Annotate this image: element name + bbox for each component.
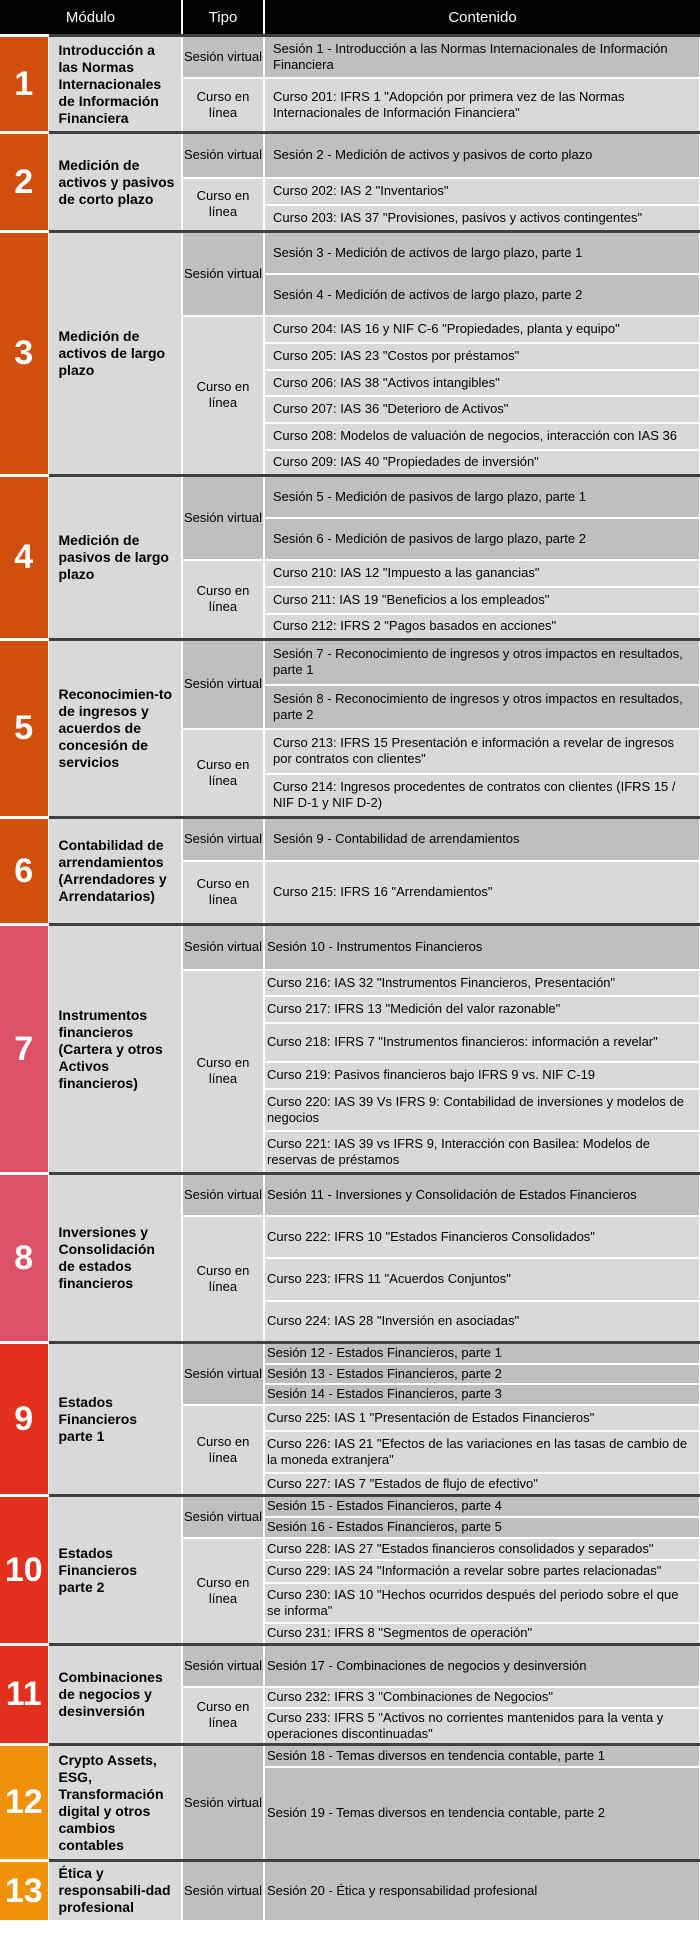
module-number: 10 (0, 1496, 48, 1645)
module-number: 5 (0, 640, 48, 818)
module-title: Medición de pasivos de largo plazo (48, 476, 182, 640)
content-cell: Curso 221: IAS 39 vs IFRS 9, Interacción con Basilea: Modelos de reservas de préstamos (264, 1131, 700, 1174)
tipo-cell: Curso en línea (182, 970, 264, 1174)
content-cell: Sesión 13 - Estados Financieros, parte 2 (264, 1364, 700, 1384)
table-body (0, 36, 700, 1921)
content-cell: Curso 227: IAS 7 "Estados de flujo de efectivo" (264, 1473, 700, 1496)
content-cell: Sesión 11 - Inversiones y Consolidación de Estados Financieros (264, 1174, 700, 1216)
content-cell: Curso 233: IFRS 5 "Activos no corrientes mantenidos para la venta y operaciones discontinuadas" (264, 1708, 700, 1745)
module-title: Combinaciones de negocios y desinversión (48, 1645, 182, 1745)
content-cell: Sesión 2 - Medición de activos y pasivos de corto plazo (264, 133, 700, 178)
content-cell: Sesión 20 - Ética y responsabilidad profesional (264, 1861, 700, 1921)
module-number: 8 (0, 1174, 48, 1343)
content-cell: Curso 207: IAS 36 "Deterioro de Activos" (264, 396, 700, 423)
content-cell: Curso 216: IAS 32 "Instrumentos Financieros, Presentación" (264, 970, 700, 996)
tipo-cell: Sesión virtual (182, 1174, 264, 1216)
module-number: 12 (0, 1745, 48, 1861)
tipo-cell: Sesión virtual (182, 1645, 264, 1687)
tipo-cell: Curso en línea (182, 78, 264, 133)
content-cell: Sesión 4 - Medición de activos de largo plazo, parte 2 (264, 274, 700, 316)
tipo-cell: Sesión virtual (182, 36, 264, 78)
table-row (0, 1496, 700, 1517)
content-cell: Curso 220: IAS 39 Vs IFRS 9: Contabilidad de inversiones y modelos de negocios (264, 1089, 700, 1131)
content-cell: Curso 228: IAS 27 "Estados financieros consolidados y separados" (264, 1538, 700, 1560)
content-cell: Curso 203: IAS 37 "Provisiones, pasivos y activos contingentes" (264, 205, 700, 232)
module-title: Crypto Assets, ESG, Transformación digital y otros cambios contables (48, 1745, 182, 1861)
content-cell: Curso 218: IFRS 7 "Instrumentos financieros: información a revelar" (264, 1023, 700, 1062)
tipo-cell: Sesión virtual (182, 1745, 264, 1861)
table-row (0, 232, 700, 274)
module-title: Inversiones y Consolidación de estados financieros (48, 1174, 182, 1343)
tipo-cell: Curso en línea (182, 1538, 264, 1645)
module-number: 7 (0, 925, 48, 1174)
table-row (0, 818, 700, 861)
table-row (0, 1745, 700, 1767)
module-number: 2 (0, 133, 48, 232)
content-cell: Curso 215: IFRS 16 "Arrendamientos" (264, 861, 700, 925)
table-row (0, 133, 700, 178)
tipo-cell: Curso en línea (182, 316, 264, 476)
table-row (0, 1861, 700, 1921)
content-cell: Sesión 1 - Introducción a las Normas Internacionales de Información Financiera (264, 36, 700, 78)
content-cell: Sesión 3 - Medición de activos de largo plazo, parte 1 (264, 232, 700, 274)
content-cell: Curso 202: IAS 2 "Inventarios" (264, 178, 700, 205)
content-cell: Sesión 7 - Reconocimiento de ingresos y otros impactos en resultados, parte 1 (264, 640, 700, 685)
content-cell: Curso 214: Ingresos procedentes de contratos con clientes (IFRS 15 / NIF D-1 y NIF D-2) (264, 774, 700, 818)
content-cell: Curso 222: IFRS 10 "Estados Financieros Consolidados" (264, 1216, 700, 1258)
module-number: 9 (0, 1343, 48, 1496)
table-row (0, 640, 700, 685)
table-row (0, 1645, 700, 1687)
content-cell: Sesión 5 - Medición de pasivos de largo plazo, parte 1 (264, 476, 700, 518)
module-title: Estados Financieros parte 1 (48, 1343, 182, 1496)
content-cell: Curso 231: IFRS 8 "Segmentos de operación" (264, 1623, 700, 1645)
table-row (0, 36, 700, 78)
content-cell: Sesión 12 - Estados Financieros, parte 1 (264, 1343, 700, 1364)
content-cell: Curso 226: IAS 21 "Efectos de las variaciones en las tasas de cambio de la moneda extranjera" (264, 1431, 700, 1473)
content-cell: Curso 206: IAS 38 "Activos intangibles" (264, 370, 700, 396)
content-cell: Sesión 10 - Instrumentos Financieros (264, 925, 700, 970)
content-cell: Curso 219: Pasivos financieros bajo IFRS 9 vs. NIF C-19 (264, 1062, 700, 1089)
content-cell: Curso 205: IAS 23 "Costos por préstamos" (264, 343, 700, 370)
content-cell: Curso 224: IAS 28 "Inversión en asociadas" (264, 1301, 700, 1343)
module-title: Ética y responsabili-dad profesional (48, 1861, 182, 1921)
tipo-cell: Sesión virtual (182, 476, 264, 560)
tipo-cell: Sesión virtual (182, 1496, 264, 1538)
module-title: Medición de activos y pasivos de corto plazo (48, 133, 182, 232)
tipo-cell: Sesión virtual (182, 818, 264, 861)
content-cell: Sesión 17 - Combinaciones de negocios y desinversión (264, 1645, 700, 1687)
content-cell: Sesión 6 - Medición de pasivos de largo plazo, parte 2 (264, 518, 700, 560)
content-cell: Curso 204: IAS 16 y NIF C-6 "Propiedades, planta y equipo" (264, 316, 700, 343)
table-row (0, 1343, 700, 1364)
content-cell: Curso 223: IFRS 11 "Acuerdos Conjuntos" (264, 1258, 700, 1301)
content-cell: Sesión 16 - Estados Financieros, parte 5 (264, 1517, 700, 1538)
content-cell: Sesión 14 - Estados Financieros, parte 3 (264, 1384, 700, 1405)
module-number: 11 (0, 1645, 48, 1745)
header-contenido: Contenido (264, 0, 700, 36)
content-cell: Curso 201: IFRS 1 "Adopción por primera vez de las Normas Internacionales de Información Financiera" (264, 78, 700, 133)
tipo-cell: Sesión virtual (182, 1343, 264, 1405)
header-row (0, 0, 700, 36)
content-cell: Curso 212: IFRS 2 "Pagos basados en acciones" (264, 614, 700, 640)
content-cell: Curso 210: IAS 12 "Impuesto a las ganancias" (264, 560, 700, 587)
module-number: 13 (0, 1861, 48, 1921)
tipo-cell: Sesión virtual (182, 232, 264, 316)
tipo-cell: Sesión virtual (182, 1861, 264, 1921)
tipo-cell: Curso en línea (182, 1216, 264, 1343)
content-cell: Curso 208: Modelos de valuación de negocios, interacción con IAS 36 (264, 423, 700, 450)
module-number: 1 (0, 36, 48, 133)
tipo-cell: Curso en línea (182, 861, 264, 925)
content-cell: Curso 225: IAS 1 "Presentación de Estados Financieros" (264, 1405, 700, 1431)
tipo-cell: Curso en línea (182, 560, 264, 640)
content-cell: Curso 232: IFRS 3 "Combinaciones de Negocios" (264, 1687, 700, 1708)
table-row (0, 476, 700, 518)
content-cell: Sesión 9 - Contabilidad de arrendamientos (264, 818, 700, 861)
content-cell: Sesión 15 - Estados Financieros, parte 4 (264, 1496, 700, 1517)
tipo-cell: Curso en línea (182, 178, 264, 232)
content-cell: Curso 230: IAS 10 "Hechos ocurridos después del periodo sobre el que se informa" (264, 1583, 700, 1623)
content-cell: Sesión 8 - Reconocimiento de ingresos y otros impactos en resultados, parte 2 (264, 685, 700, 729)
module-number: 6 (0, 818, 48, 925)
module-title: Introducción a las Normas Internacionales de Información Financiera (48, 36, 182, 133)
content-cell: Curso 209: IAS 40 "Propiedades de inversión" (264, 450, 700, 476)
header-modulo: Módulo (0, 0, 182, 36)
header-tipo: Tipo (182, 0, 264, 36)
table-row (0, 925, 700, 970)
tipo-cell: Sesión virtual (182, 640, 264, 729)
module-title: Estados Financieros parte 2 (48, 1496, 182, 1645)
tipo-cell: Sesión virtual (182, 925, 264, 970)
content-cell: Curso 213: IFRS 15 Presentación e información a revelar de ingresos por contratos con clientes" (264, 729, 700, 774)
tipo-cell: Curso en línea (182, 1687, 264, 1745)
module-title: Medición de activos de largo plazo (48, 232, 182, 476)
tipo-cell: Curso en línea (182, 1405, 264, 1496)
module-number: 3 (0, 232, 48, 476)
module-number: 4 (0, 476, 48, 640)
content-cell: Curso 217: IFRS 13 "Medición del valor razonable" (264, 996, 700, 1023)
content-cell: Curso 229: IAS 24 "Información a revelar sobre partes relacionadas" (264, 1560, 700, 1583)
module-title: Reconocimien-to de ingresos y acuerdos de concesión de servicios (48, 640, 182, 818)
content-cell: Curso 211: IAS 19 "Beneficios a los empleados" (264, 587, 700, 614)
module-title: Contabilidad de arrendamientos (Arrendadores y Arrendatarios) (48, 818, 182, 925)
tipo-cell: Sesión virtual (182, 133, 264, 178)
tipo-cell: Curso en línea (182, 729, 264, 818)
content-cell: Sesión 18 - Temas diversos en tendencia contable, parte 1 (264, 1745, 700, 1767)
content-cell: Sesión 19 - Temas diversos en tendencia contable, parte 2 (264, 1767, 700, 1861)
module-title: Instrumentos financieros (Cartera y otros Activos financieros) (48, 925, 182, 1174)
table-row (0, 1174, 700, 1216)
